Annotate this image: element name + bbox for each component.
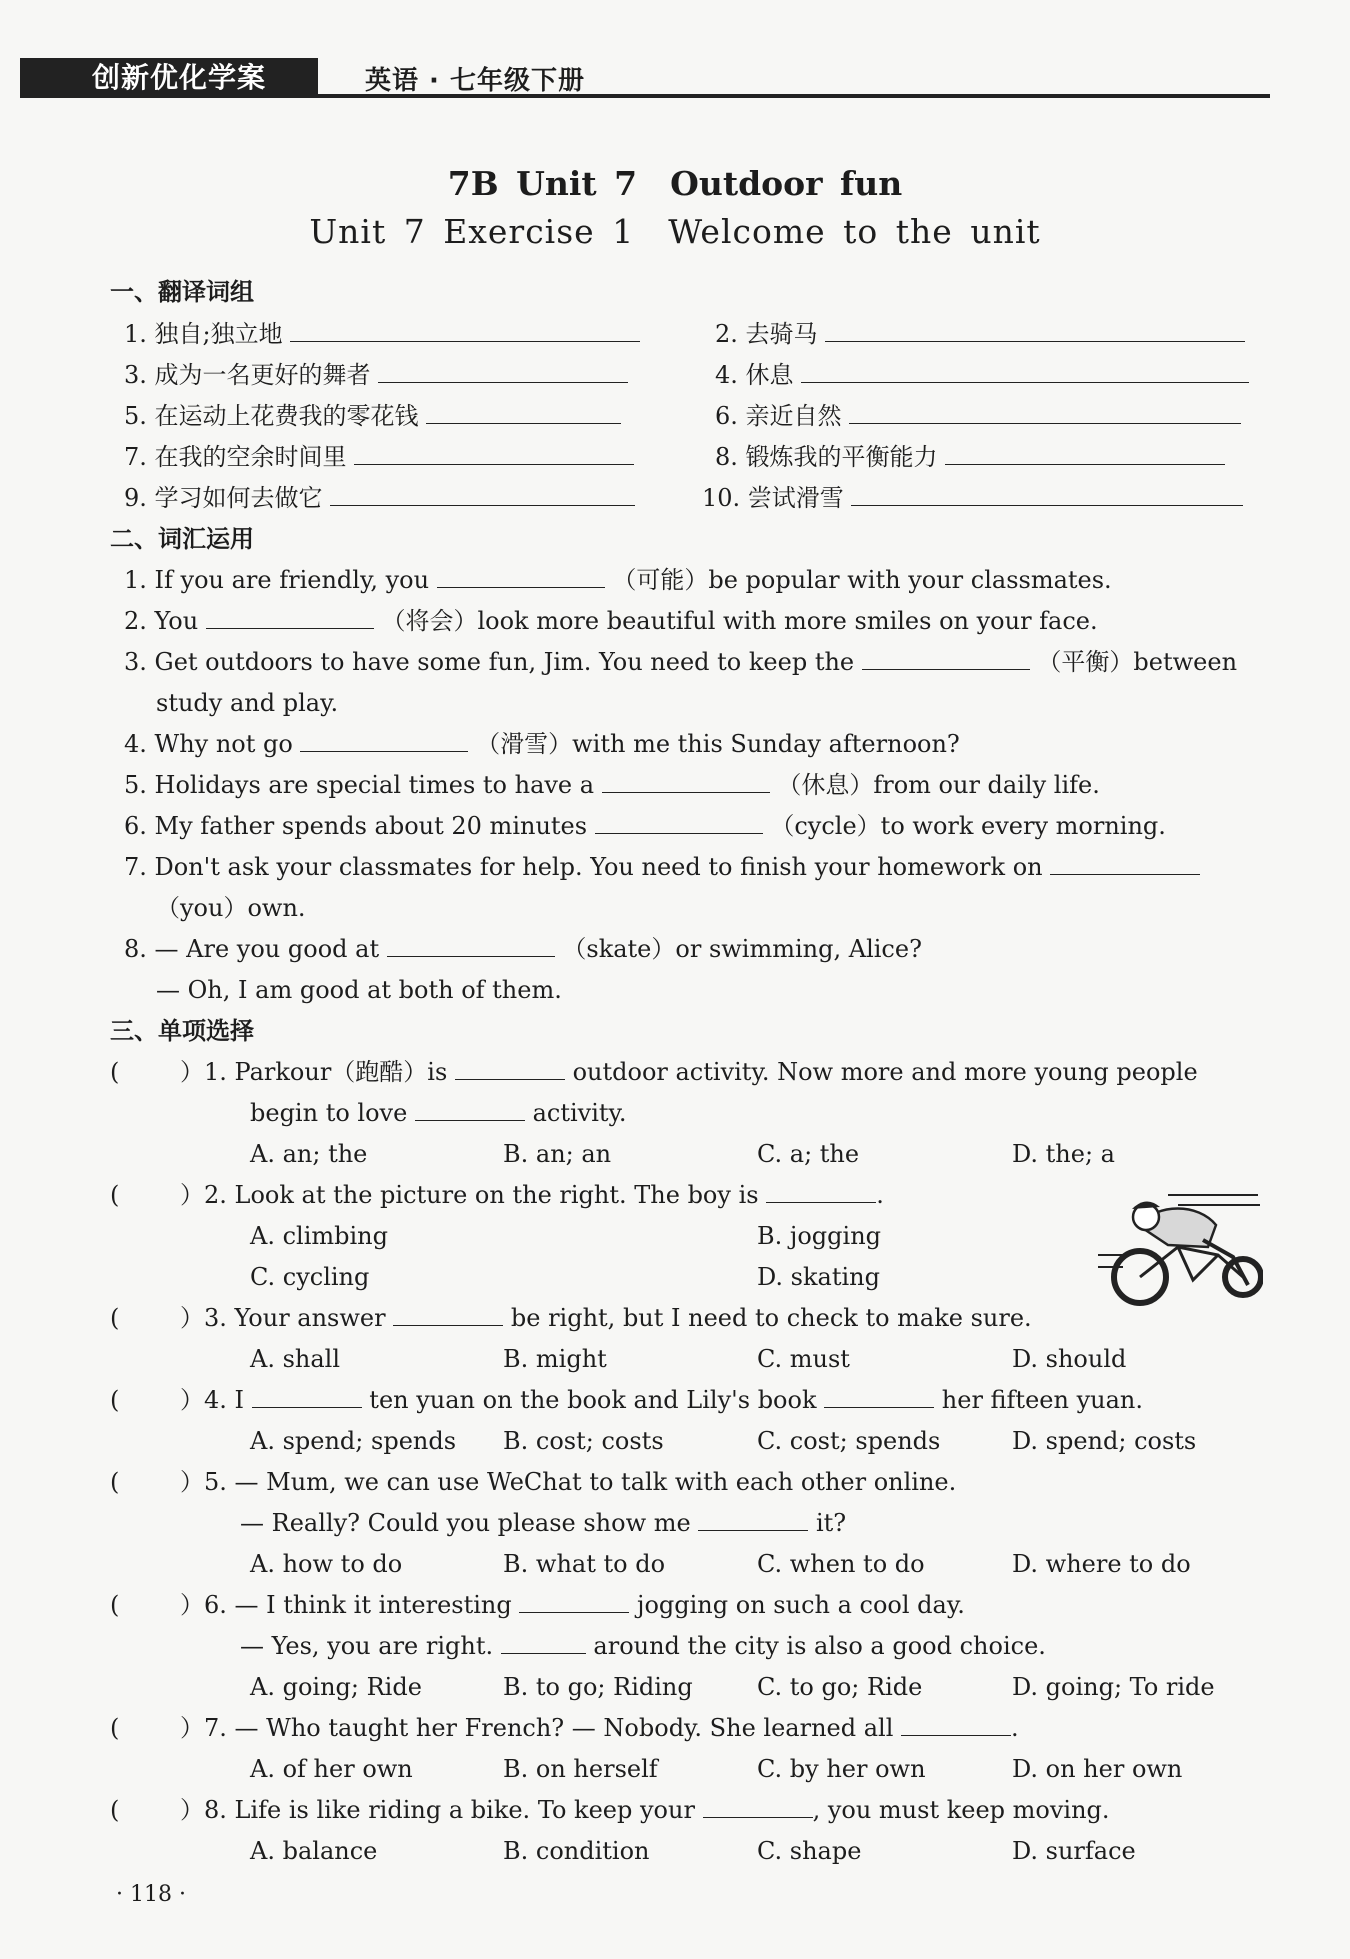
cyclist-illustration <box>1098 1185 1263 1307</box>
vocab-item: 8. — Are you good at （skate）or swimming, Alice? <box>124 935 922 963</box>
answer-paren[interactable]: ( <box>110 1796 120 1824</box>
option-c[interactable]: C. shape <box>757 1837 862 1865</box>
option-a[interactable]: A. shall <box>250 1345 341 1373</box>
mc-question: ）7. — Who taught her French? — Nobody. She learned all . <box>180 1714 1019 1742</box>
mc-question-cont: — Really? Could you please show me it? <box>240 1509 847 1537</box>
translate-item: 9. 学习如何去做它 <box>124 482 635 514</box>
option-d[interactable]: D. spend; costs <box>1012 1427 1197 1455</box>
option-d[interactable]: D. surface <box>1012 1837 1136 1865</box>
option-a[interactable]: A. how to do <box>250 1550 403 1578</box>
answer-paren[interactable]: ( <box>110 1386 120 1414</box>
option-d[interactable]: D. skating <box>757 1263 880 1291</box>
page-number: · 118 · <box>116 1882 186 1907</box>
option-c[interactable]: C. when to do <box>757 1550 925 1578</box>
option-a[interactable]: A. spend; spends <box>250 1427 457 1455</box>
vocab-item: 7. Don't ask your classmates for help. You need to finish your homework on <box>124 851 1200 883</box>
option-d[interactable]: D. where to do <box>1012 1550 1191 1578</box>
answer-blank[interactable] <box>290 319 640 342</box>
translate-item: 2. 去骑马 <box>715 318 1245 350</box>
option-b[interactable]: B. to go; Riding <box>503 1673 693 1701</box>
answer-blank[interactable] <box>801 360 1249 383</box>
answer-blank[interactable] <box>825 319 1245 342</box>
mc-question: ）2. Look at the picture on the right. The boy is . <box>180 1181 884 1209</box>
answer-blank[interactable] <box>426 401 621 424</box>
mc-question: ）4. I ten yuan on the book and Lily's book her fifteen yuan. <box>180 1386 1143 1414</box>
vocab-item: 3. Get outdoors to have some fun, Jim. You need to keep the （平衡）between <box>124 648 1238 676</box>
option-d[interactable]: D. should <box>1012 1345 1127 1373</box>
option-b[interactable]: B. an; an <box>503 1140 612 1168</box>
mc-question: ）6. — I think it interesting jogging on such a cool day. <box>180 1591 965 1619</box>
translate-item: 8. 锻炼我的平衡能力 <box>715 441 1225 473</box>
answer-blank[interactable] <box>766 1180 876 1203</box>
section-heading-choice: 三、单项选择 <box>110 1017 254 1045</box>
answer-blank[interactable] <box>698 1508 808 1531</box>
mc-question-cont: begin to love activity. <box>250 1099 627 1127</box>
answer-blank[interactable] <box>945 442 1225 465</box>
answer-paren[interactable]: ( <box>110 1181 120 1209</box>
vocab-item: 6. My father spends about 20 minutes （cycle）to work every morning. <box>124 812 1166 840</box>
answer-blank[interactable] <box>378 360 628 383</box>
vocab-item: 1. If you are friendly, you （可能）be popular with your classmates. <box>124 566 1112 594</box>
answer-blank[interactable] <box>602 770 770 793</box>
answer-paren[interactable]: ( <box>110 1304 120 1332</box>
vocab-item-cont: study and play. <box>156 689 339 717</box>
option-d[interactable]: D. the; a <box>1012 1140 1115 1168</box>
option-c[interactable]: C. to go; Ride <box>757 1673 923 1701</box>
mc-question: ）3. Your answer be right, but I need to check to make sure. <box>180 1304 1032 1332</box>
exercise-subtitle: Unit 7 Exercise 1 Welcome to the unit <box>309 212 1041 251</box>
answer-blank[interactable] <box>595 811 763 834</box>
option-a[interactable]: A. climbing <box>250 1222 388 1250</box>
vocab-item: 5. Holidays are special times to have a （休息）from our daily life. <box>124 771 1100 799</box>
option-c[interactable]: C. cost; spends <box>757 1427 941 1455</box>
answer-blank[interactable] <box>703 1795 813 1818</box>
option-c[interactable]: C. by her own <box>757 1755 926 1783</box>
answer-blank[interactable] <box>501 1631 586 1654</box>
vocab-item: 4. Why not go （滑雪）with me this Sunday afternoon? <box>124 730 960 758</box>
brand-banner: 创新优化学案 <box>20 58 318 98</box>
answer-blank[interactable] <box>862 647 1030 670</box>
unit-title: 7B Unit 7 Outdoor fun <box>447 164 903 203</box>
translate-item: 7. 在我的空余时间里 <box>124 441 634 473</box>
option-b[interactable]: B. might <box>503 1345 607 1373</box>
option-b[interactable]: B. cost; costs <box>503 1427 664 1455</box>
page-header <box>20 58 1270 102</box>
answer-blank[interactable] <box>519 1590 629 1613</box>
answer-blank[interactable] <box>330 483 635 506</box>
option-a[interactable]: A. an; the <box>250 1140 368 1168</box>
option-a[interactable]: A. going; Ride <box>250 1673 422 1701</box>
option-c[interactable]: C. cycling <box>250 1263 370 1291</box>
answer-paren[interactable]: ( <box>110 1058 120 1086</box>
translate-item: 6. 亲近自然 <box>715 400 1241 432</box>
mc-question: ）8. Life is like riding a bike. To keep your , you must keep moving. <box>180 1796 1110 1824</box>
translate-item: 1. 独自;独立地 <box>124 318 640 350</box>
option-d[interactable]: D. going; To ride <box>1012 1673 1215 1701</box>
option-d[interactable]: D. on her own <box>1012 1755 1183 1783</box>
answer-blank[interactable] <box>851 483 1243 506</box>
answer-blank[interactable] <box>455 1057 565 1080</box>
vocab-item-cont: — Oh, I am good at both of them. <box>156 976 562 1004</box>
option-a[interactable]: A. of her own <box>250 1755 413 1783</box>
subject-label: 英语 · 七年级下册 <box>365 66 585 96</box>
option-a[interactable]: A. balance <box>250 1837 378 1865</box>
vocab-item: 2. You （将会）look more beautiful with more smiles on your face. <box>124 607 1098 635</box>
answer-blank[interactable] <box>1050 852 1200 875</box>
answer-blank[interactable] <box>849 401 1241 424</box>
option-b[interactable]: B. jogging <box>757 1222 882 1250</box>
answer-blank[interactable] <box>824 1385 934 1408</box>
option-b[interactable]: B. on herself <box>503 1755 658 1783</box>
answer-blank[interactable] <box>206 606 374 629</box>
option-c[interactable]: C. a; the <box>757 1140 860 1168</box>
answer-blank[interactable] <box>300 729 468 752</box>
answer-paren[interactable]: ( <box>110 1468 120 1496</box>
answer-paren[interactable]: ( <box>110 1714 120 1742</box>
mc-question: ）5. — Mum, we can use WeChat to talk with each other online. <box>180 1468 957 1496</box>
answer-blank[interactable] <box>252 1385 362 1408</box>
answer-paren[interactable]: ( <box>110 1591 120 1619</box>
answer-blank[interactable] <box>901 1713 1011 1736</box>
vocab-item-cont: （you）own. <box>156 894 306 922</box>
answer-blank[interactable] <box>387 934 555 957</box>
answer-blank[interactable] <box>415 1098 525 1121</box>
answer-blank[interactable] <box>354 442 634 465</box>
translate-item: 5. 在运动上花费我的零花钱 <box>124 400 621 432</box>
answer-blank[interactable] <box>437 565 605 588</box>
answer-blank[interactable] <box>393 1303 503 1326</box>
mc-question: ）1. Parkour（跑酷）is outdoor activity. Now more and more young people <box>180 1058 1198 1086</box>
translate-item: 4. 休息 <box>715 359 1249 391</box>
translate-item: 10. 尝试滑雪 <box>702 482 1243 514</box>
section-heading-vocab: 二、词汇运用 <box>110 525 254 553</box>
translate-item: 3. 成为一名更好的舞者 <box>124 359 628 391</box>
option-b[interactable]: B. what to do <box>503 1550 666 1578</box>
section-heading-translate: 一、翻译词组 <box>110 278 254 306</box>
option-c[interactable]: C. must <box>757 1345 850 1373</box>
mc-question-cont: — Yes, you are right. around the city is also a good choice. <box>240 1632 1046 1660</box>
option-b[interactable]: B. condition <box>503 1837 650 1865</box>
